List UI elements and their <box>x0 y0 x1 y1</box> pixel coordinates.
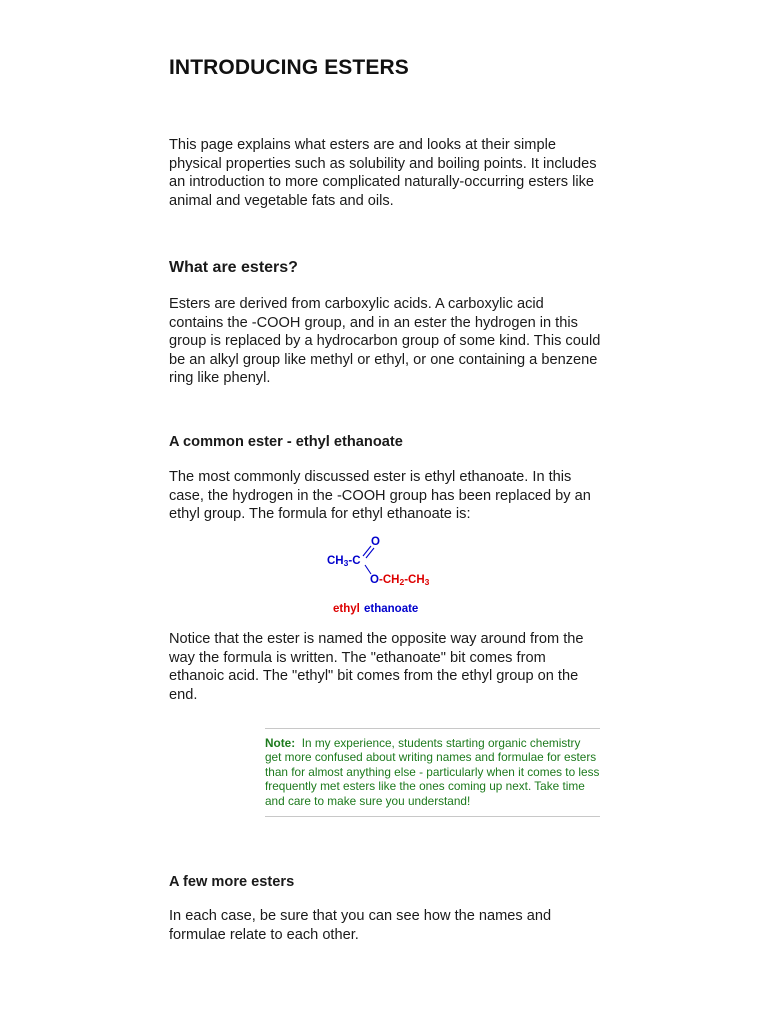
note-text: In my experience, students starting organic chemistry get more confused about writing names and formulae for esters than for almost anything else - particularly when it comes to less frequently met esters like the ones coming up next. Take time and care to make sure you understand! <box>265 736 600 808</box>
note-box <box>265 728 600 817</box>
ethyl-ethanoate-formula <box>319 532 459 622</box>
formula-ester-oxygen: O <box>370 574 379 586</box>
note-label: Note: <box>265 736 296 750</box>
few-more-esters-paragraph: In each case, be sure that you can see how the names and formulae relate to each other. <box>169 908 552 943</box>
heading-few-more-esters: A few more esters <box>169 874 295 890</box>
label-ethanoate: ethanoate <box>364 603 419 615</box>
naming-paragraph: Notice that the ester is named the opposite way around from the way the formula is written. The "ethanoate" bit comes from ethanoic acid. The "ethyl" bit comes from the ethyl group on the end. <box>169 631 584 703</box>
formula-acid-part: CH3-C <box>327 555 361 568</box>
label-ethyl: ethyl <box>333 603 360 615</box>
note-content <box>265 736 600 808</box>
formula-alkyl-part: -CH2-CH3 <box>379 574 430 587</box>
intro-paragraph: This page explains what esters are and looks at their simple physical properties such as solubility and boiling points. It includes an introduction to more complicated naturally-occurring esters like animal and vegetable fats and oils. <box>169 137 597 209</box>
page-title: INTRODUCING ESTERS <box>169 56 409 79</box>
heading-what-are-esters: What are esters? <box>169 259 298 276</box>
common-ester-paragraph: The most commonly discussed ester is ethyl ethanoate. In this case, the hydrogen in the -COOH group has been replaced by an ethyl group. The formula for ethyl ethanoate is: <box>169 469 591 523</box>
single-bond-line <box>365 565 371 574</box>
double-bond-line-a <box>363 546 371 556</box>
what-are-esters-paragraph: Esters are derived from carboxylic acids. A carboxylic acid contains the -COOH group, and in an ester the hydrogen in this group is replaced by a hydrocarbon group of some kind. This could be an alkyl group like methyl or ethyl, or one containing a benzene ring like phenyl. <box>169 296 601 387</box>
heading-common-ester: A common ester - ethyl ethanoate <box>169 434 403 450</box>
formula-oxygen-double: O <box>371 536 380 548</box>
double-bond-line-b <box>366 548 374 558</box>
